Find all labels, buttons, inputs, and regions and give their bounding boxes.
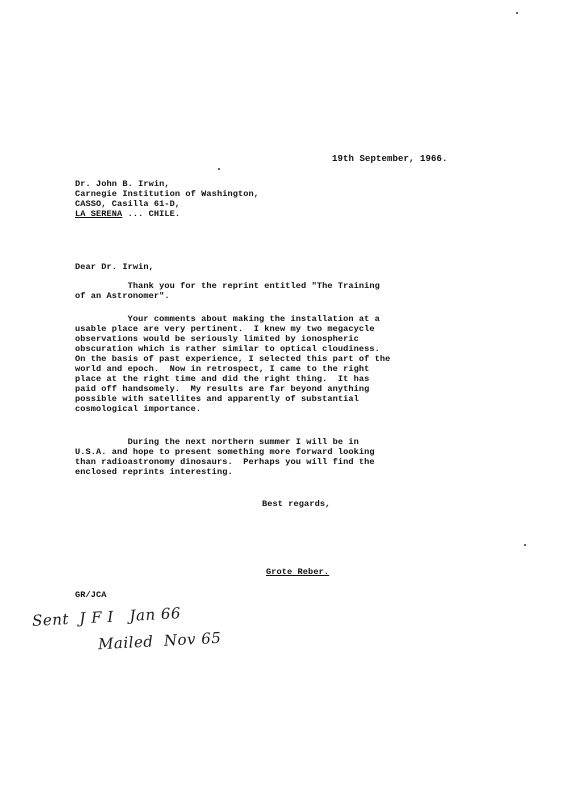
paragraph-3-line-3: than radioastronomy dinosaurs. Perhaps you will find the xyxy=(75,457,375,467)
paragraph-2-line-6: world and epoch. Now in retrospect, I came to the right xyxy=(75,364,370,374)
typist-initials: GR/JCA xyxy=(75,590,107,600)
paragraph-2-line-3: observations would be seriously limited by ionospheric xyxy=(75,334,359,344)
handwritten-note-mailed: Mailed Nov 65 xyxy=(97,628,222,654)
paragraph-1-line-1: Thank you for the reprint entitled "The Training xyxy=(75,281,380,291)
scan-speck xyxy=(524,544,526,546)
paragraph-2-line-9: possible with satellites and apparently of substantial xyxy=(75,394,359,404)
paragraph-1-line-2: of an Astronomer". xyxy=(75,291,170,301)
salutation: Dear Dr. Irwin, xyxy=(75,262,154,272)
paragraph-2-line-1: Your comments about making the installation at a xyxy=(75,314,380,324)
paragraph-3-line-4: enclosed reprints interesting. xyxy=(75,467,233,477)
address-city: LA SERENA xyxy=(75,209,123,219)
closing: Best regards, xyxy=(262,499,331,509)
paragraph-3-line-2: U.S.A. and hope to present something more forward looking xyxy=(75,447,375,457)
handwritten-note-sent: Sent J F I Jan 66 xyxy=(31,604,182,630)
scan-speck xyxy=(218,168,220,170)
paragraph-3-line-1: During the next northern summer I will be in xyxy=(75,437,359,447)
address-line-4 xyxy=(75,209,180,219)
paragraph-2-line-7: place at the right time and did the right thing. It has xyxy=(75,374,370,384)
address-line-3: CASSO, Casilla 61-D, xyxy=(75,199,181,209)
address-line-2: Carnegie Institution of Washington, xyxy=(75,189,259,199)
paragraph-2-line-8: paid off handsomely. My results are far beyond anything xyxy=(75,384,370,394)
paragraph-2-line-5: On the basis of past experience, I selected this part of the xyxy=(75,354,391,364)
paragraph-2-line-4: obscuration which is rather similar to optical cloudiness. xyxy=(75,344,380,354)
signature: Grote Reber. xyxy=(266,567,330,577)
letter-date: 19th September, 1966. xyxy=(332,154,448,164)
address-country: ... CHILE. xyxy=(122,209,181,219)
address-line-1: Dr. John B. Irwin, xyxy=(75,179,170,189)
paragraph-2-line-2: usable place are very pertinent. I knew my two megacycle xyxy=(75,324,375,334)
scan-speck xyxy=(516,12,518,14)
paragraph-2-line-10: cosmological importance. xyxy=(75,404,202,414)
